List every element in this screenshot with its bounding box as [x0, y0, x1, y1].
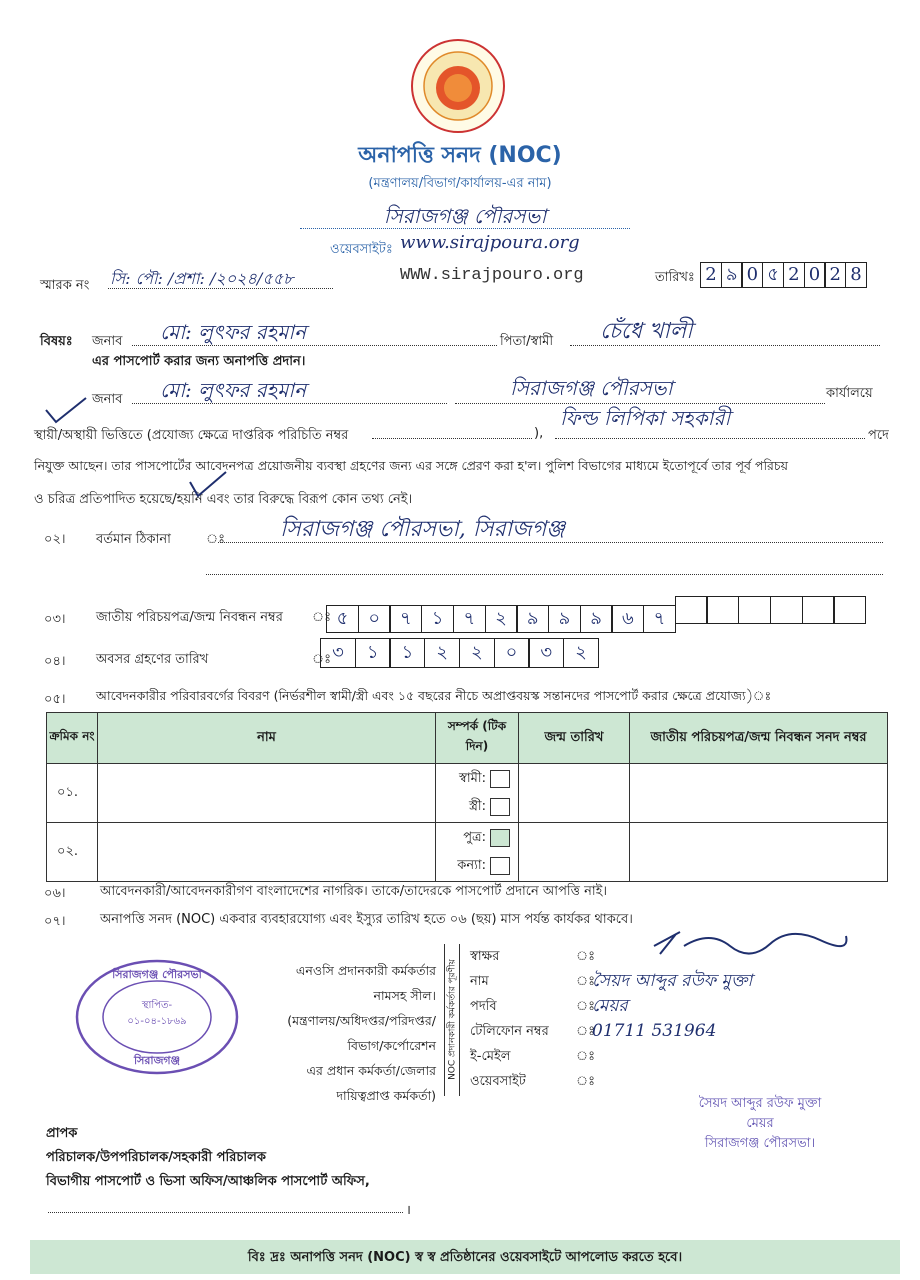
memo-line: [108, 288, 333, 289]
item-04-number: ০৪।: [44, 654, 66, 669]
issuer-field-row: [470, 969, 900, 994]
recipient-address-line: [48, 1212, 403, 1213]
issuer-field-label: স্বাক্ষর: [470, 949, 500, 964]
row-relation: [436, 823, 519, 882]
stamp-title: মেয়র: [746, 1116, 774, 1131]
relation-son-label: পুত্র:: [463, 830, 486, 845]
nid-colon: ঃ: [312, 610, 332, 625]
nid-digit-box[interactable]: ৭: [389, 605, 422, 633]
issuer-field-label: পদবি: [470, 999, 497, 1014]
id-number-line: [372, 438, 532, 439]
id-close: ),: [534, 426, 544, 441]
subject-line2: এর পাসপোর্ট করার জন্য অনাপত্তি প্রদান।: [92, 354, 306, 369]
nid-digit-box[interactable]: [770, 596, 803, 624]
body-office: সিরাজগঞ্জ পৌরসভা: [510, 376, 673, 400]
nid-label: জাতীয় পরিচয়পত্র/জন্ম নিবন্ধন নম্বর: [96, 610, 283, 625]
recipient-end: ।: [406, 1203, 411, 1218]
son-checkbox[interactable]: [490, 829, 510, 847]
date-digit-box[interactable]: 2: [700, 262, 722, 288]
seal-top-text: সিরাজগঞ্জ পৌরসভা: [112, 968, 202, 981]
issuer-field-colon: ঃ: [576, 974, 596, 989]
date-digit-box[interactable]: 0: [804, 262, 826, 288]
retire-digit-box[interactable]: ১: [355, 638, 391, 668]
nid-digit-box[interactable]: ৭: [453, 605, 486, 633]
issuer-desc-line: নামসহ সীল।: [373, 988, 436, 1003]
retire-digit-box[interactable]: ০: [494, 638, 530, 668]
retire-digit-box[interactable]: ২: [424, 638, 460, 668]
issuer-field-value[interactable]: মেয়র: [592, 996, 628, 1016]
issuer-field-label: ই-মেইল: [470, 1049, 511, 1064]
issuer-field-value[interactable]: 01711 531964: [592, 1021, 717, 1041]
date-digit-box[interactable]: 2: [783, 262, 805, 288]
issuer-field-colon: ঃ: [576, 1074, 596, 1089]
row-serial: ০২.: [47, 823, 98, 882]
issuer-desc-line: এনওসি প্রদানকারী কর্মকর্তার: [295, 963, 436, 978]
seal-date: ০১-০৪-১৮৬৯: [127, 1016, 187, 1027]
subject-name: মো: লুৎফর রহমান: [160, 320, 307, 344]
retire-label: অবসর গ্রহণের তারিখ: [96, 652, 209, 667]
relation-wife-label: স্ত্রী:: [468, 799, 486, 814]
issuer-field-colon: ঃ: [576, 949, 596, 964]
nid-digit-box[interactable]: [802, 596, 835, 624]
item-07-number: ০৭।: [44, 914, 66, 929]
body-para1: নিযুক্ত আছেন। তার পাসপোর্টের আবেদনপত্র প্রয়োজনীয় ব্যবস্থা গ্রহণের জন্য এর সঙ্গে প্রেরণ করা হ'ল। পুলিশ বিভাগের মাধ্যমে ইতোপূর্বে তার পূর্ব পরিচয়: [34, 458, 789, 473]
relation-husband-label: স্বামী:: [459, 771, 486, 786]
signature-mark: [650, 926, 850, 966]
nid-digit-box[interactable]: ৫: [326, 605, 359, 633]
retire-boxes: [320, 638, 599, 668]
footer-note: বিঃ দ্রঃ অনাপত্তি সনদ (NOC) স্ব স্ব প্রতিষ্ঠানের ওয়েবসাইটে আপলোড করতে হবে।: [247, 1250, 683, 1265]
address-line-2: [206, 574, 883, 575]
stamp-org: সিরাজগঞ্জ পৌরসভা।: [704, 1136, 816, 1151]
date-digit-box[interactable]: 0: [741, 262, 763, 288]
nid-digit-box[interactable]: ৯: [580, 605, 613, 633]
col-nid: জাতীয় পরিচয়পত্র/জন্ম নিবন্ধন সনদ নম্বর: [630, 713, 888, 764]
website-print: WWW.sirajpouro.org: [400, 266, 584, 285]
date-digit-box[interactable]: 2: [824, 262, 846, 288]
issuer-field-row: [470, 1019, 900, 1044]
nid-digit-box[interactable]: ৯: [516, 605, 549, 633]
retire-digit-box[interactable]: ২: [563, 638, 599, 668]
memo-label: স্মারক নং: [40, 278, 90, 293]
table-row: [47, 764, 888, 823]
date-label: তারিখঃ: [655, 270, 695, 285]
nid-digit-box[interactable]: ১: [421, 605, 454, 633]
issuer-field-colon: ঃ: [576, 999, 596, 1014]
page-subtitle: (মন্ত্রণালয়/বিভাগ/কার্যালয়-এর নাম): [368, 176, 552, 191]
retire-digit-box[interactable]: ৩: [528, 638, 564, 668]
perm-temp-text: স্থায়ী/অস্থায়ী ভিত্তিতে (প্রযোজ্য ক্ষেত্রে দাপ্তরিক পরিচিতি নম্বর: [34, 428, 349, 443]
stamp-name: সৈয়দ আব্দুর রউফ মুক্তা: [698, 1096, 822, 1111]
item-05-number: ০৫।: [44, 692, 66, 707]
issuer-desc-line: দায়িত্বপ্রাপ্ত কর্মকর্তা): [336, 1088, 436, 1103]
issuer-field-value[interactable]: সৈয়দ আব্দুর রউফ মুক্তা: [592, 971, 753, 991]
nid-digit-box[interactable]: ০: [358, 605, 391, 633]
office-label: কার্যালয়ে: [826, 386, 873, 401]
row-name[interactable]: [98, 764, 436, 823]
post-label: পদে: [868, 428, 889, 443]
issuer-field-row: [470, 994, 900, 1019]
post-name: ফিল্ড লিপিকা সহকারী: [560, 406, 731, 430]
page-title: অনাপত্তি সনদ (NOC): [358, 143, 562, 168]
subject-janab: জনাব: [92, 334, 123, 349]
nid-digit-box[interactable]: ২: [485, 605, 518, 633]
date-boxes: [700, 262, 867, 288]
office-name-line: [300, 228, 630, 229]
nid-digit-box[interactable]: ৬: [611, 605, 644, 633]
recipient-line2: বিভাগীয় পাসপোর্ট ও ভিসা অফিস/আঞ্চলিক পাসপোর্ট অফিস,: [46, 1174, 370, 1189]
col-relation: সম্পর্ক (টিক দিন): [436, 713, 519, 764]
table-row: [47, 823, 888, 882]
relation-daughter-label: কন্যা:: [457, 858, 486, 873]
issuer-field-row: [470, 1069, 900, 1094]
row-relation: [436, 764, 519, 823]
issuer-field-colon: ঃ: [576, 1049, 596, 1064]
nid-digit-box[interactable]: [833, 596, 866, 624]
date-digit-box[interactable]: ৫: [762, 262, 784, 288]
retire-colon: ঃ: [312, 652, 332, 667]
address-label: বর্তমান ঠিকানা: [96, 532, 171, 547]
issuer-field-label: টেলিফোন নম্বর: [470, 1024, 549, 1039]
body-para2: ও চরিত্র প্রতিপাদিত হয়েছে/হয়নি এবং তার বিরুদ্ধে বিরূপ কোন তথ্য নেই।: [34, 492, 413, 507]
recipient-label: প্রাপক: [46, 1126, 78, 1141]
issuer-vertical-label: NOC প্রদানকারী কর্মকর্তার পূরণীয়: [447, 959, 458, 1080]
item-06-number: ০৬।: [44, 886, 66, 901]
nid-digit-box[interactable]: ৭: [643, 605, 676, 633]
col-name: নাম: [98, 713, 436, 764]
retire-digit-box[interactable]: ২: [459, 638, 495, 668]
date-digit-box[interactable]: ৯: [721, 262, 743, 288]
seal-bottom-text: সিরাজগঞ্জ: [133, 1054, 181, 1067]
item-03-number: ০৩।: [44, 612, 66, 627]
address-value: সিরাজগঞ্জ পৌরসভা, সিরাজগঞ্জ: [280, 517, 565, 542]
checkmark-icon: [44, 396, 88, 430]
nid-digit-box[interactable]: [675, 596, 708, 624]
issuer-desc-line: (মন্ত্রণালয়/অধিদপ্তর/পরিদপ্তর/: [287, 1013, 436, 1028]
daughter-checkbox[interactable]: [490, 857, 510, 875]
col-dob: জন্ম তারিখ: [519, 713, 630, 764]
row-name[interactable]: [98, 823, 436, 882]
family-table: [46, 712, 888, 882]
row-serial: ০১.: [47, 764, 98, 823]
issuer-desc-line: এর প্রধান কর্মকর্তা/জেলার: [306, 1063, 436, 1078]
website-handwritten: www.sirajpoura.org: [400, 232, 580, 253]
date-digit-box[interactable]: 8: [845, 262, 867, 288]
issuer-field-row: [470, 1044, 900, 1069]
seal-mid-text: স্থাপিত-: [141, 1000, 173, 1011]
row-dob[interactable]: [519, 823, 630, 882]
nid-digit-box[interactable]: ৯: [548, 605, 581, 633]
body-name: মো: লুৎফর রহমান: [160, 378, 307, 402]
nid-digit-box[interactable]: [706, 596, 739, 624]
issuer-field-label: নাম: [470, 974, 489, 989]
citizen-text: আবেদনকারী/আবেদনকারীগণ বাংলাদেশের নাগরিক। তাকে/তাদেরকে পাসপোর্ট প্রদানে আপত্তি নাই।: [100, 884, 608, 899]
memo-number: সি: পৌ: /প্রশা: /২০২৪/৫৫৮: [110, 269, 294, 288]
checkmark-icon: [188, 470, 228, 504]
row-dob[interactable]: [519, 764, 630, 823]
issuer-field-colon: ঃ: [576, 1024, 596, 1039]
row-nid[interactable]: [630, 823, 888, 882]
address-colon: ঃ: [206, 532, 226, 547]
mayor-stamp: [640, 1094, 880, 1154]
issuer-fields: [470, 944, 900, 1094]
subject-label: বিষয়ঃ: [40, 334, 73, 349]
nid-boxes: [326, 596, 866, 633]
post-line: [555, 438, 865, 439]
issuer-field-label: ওয়েবসাইট: [470, 1074, 526, 1089]
item-02-number: ০২।: [44, 532, 66, 547]
family-label: আবেদনকারীর পরিবারবর্গের বিবরণ (নির্ভরশীল স্বামী/স্ত্রী এবং ১৫ বছরের নীচে অপ্রাপ্তবয়স্ক সন্তানদের পাসপোর্ট করার ক্ষেত্রে প্রযোজ্য)ঃ: [96, 688, 772, 703]
husband-checkbox[interactable]: [490, 770, 510, 788]
wife-checkbox[interactable]: [490, 798, 510, 816]
issuer-desc-line: বিভাগ/কর্পোরেশন: [347, 1038, 436, 1053]
office-seal: [74, 958, 240, 1076]
body-janab: জনাব: [92, 392, 123, 407]
website-label: ওয়েবসাইটঃ: [330, 242, 393, 257]
retire-digit-box[interactable]: ৩: [320, 638, 356, 668]
nid-digit-box[interactable]: [738, 596, 771, 624]
issuer-description: [250, 958, 436, 1108]
father-name: চেঁধে খালী: [600, 319, 693, 344]
col-serial: ক্রমিক নং: [47, 713, 98, 764]
retire-digit-box[interactable]: ১: [389, 638, 425, 668]
validity-text: অনাপত্তি সনদ (NOC) একবার ব্যবহারযোগ্য এবং ইস্যুর তারিখ হতে ০৬ (ছয়) মাস পর্যন্ত কার্যকর থাকবে।: [100, 912, 633, 927]
recipient-line1: পরিচালক/উপপরিচালক/সহকারী পরিচালক: [46, 1150, 266, 1165]
row-nid[interactable]: [630, 764, 888, 823]
father-label: পিতা/স্বামী: [500, 334, 554, 349]
office-name: সিরাজগঞ্জ পৌরসভা: [383, 204, 547, 228]
